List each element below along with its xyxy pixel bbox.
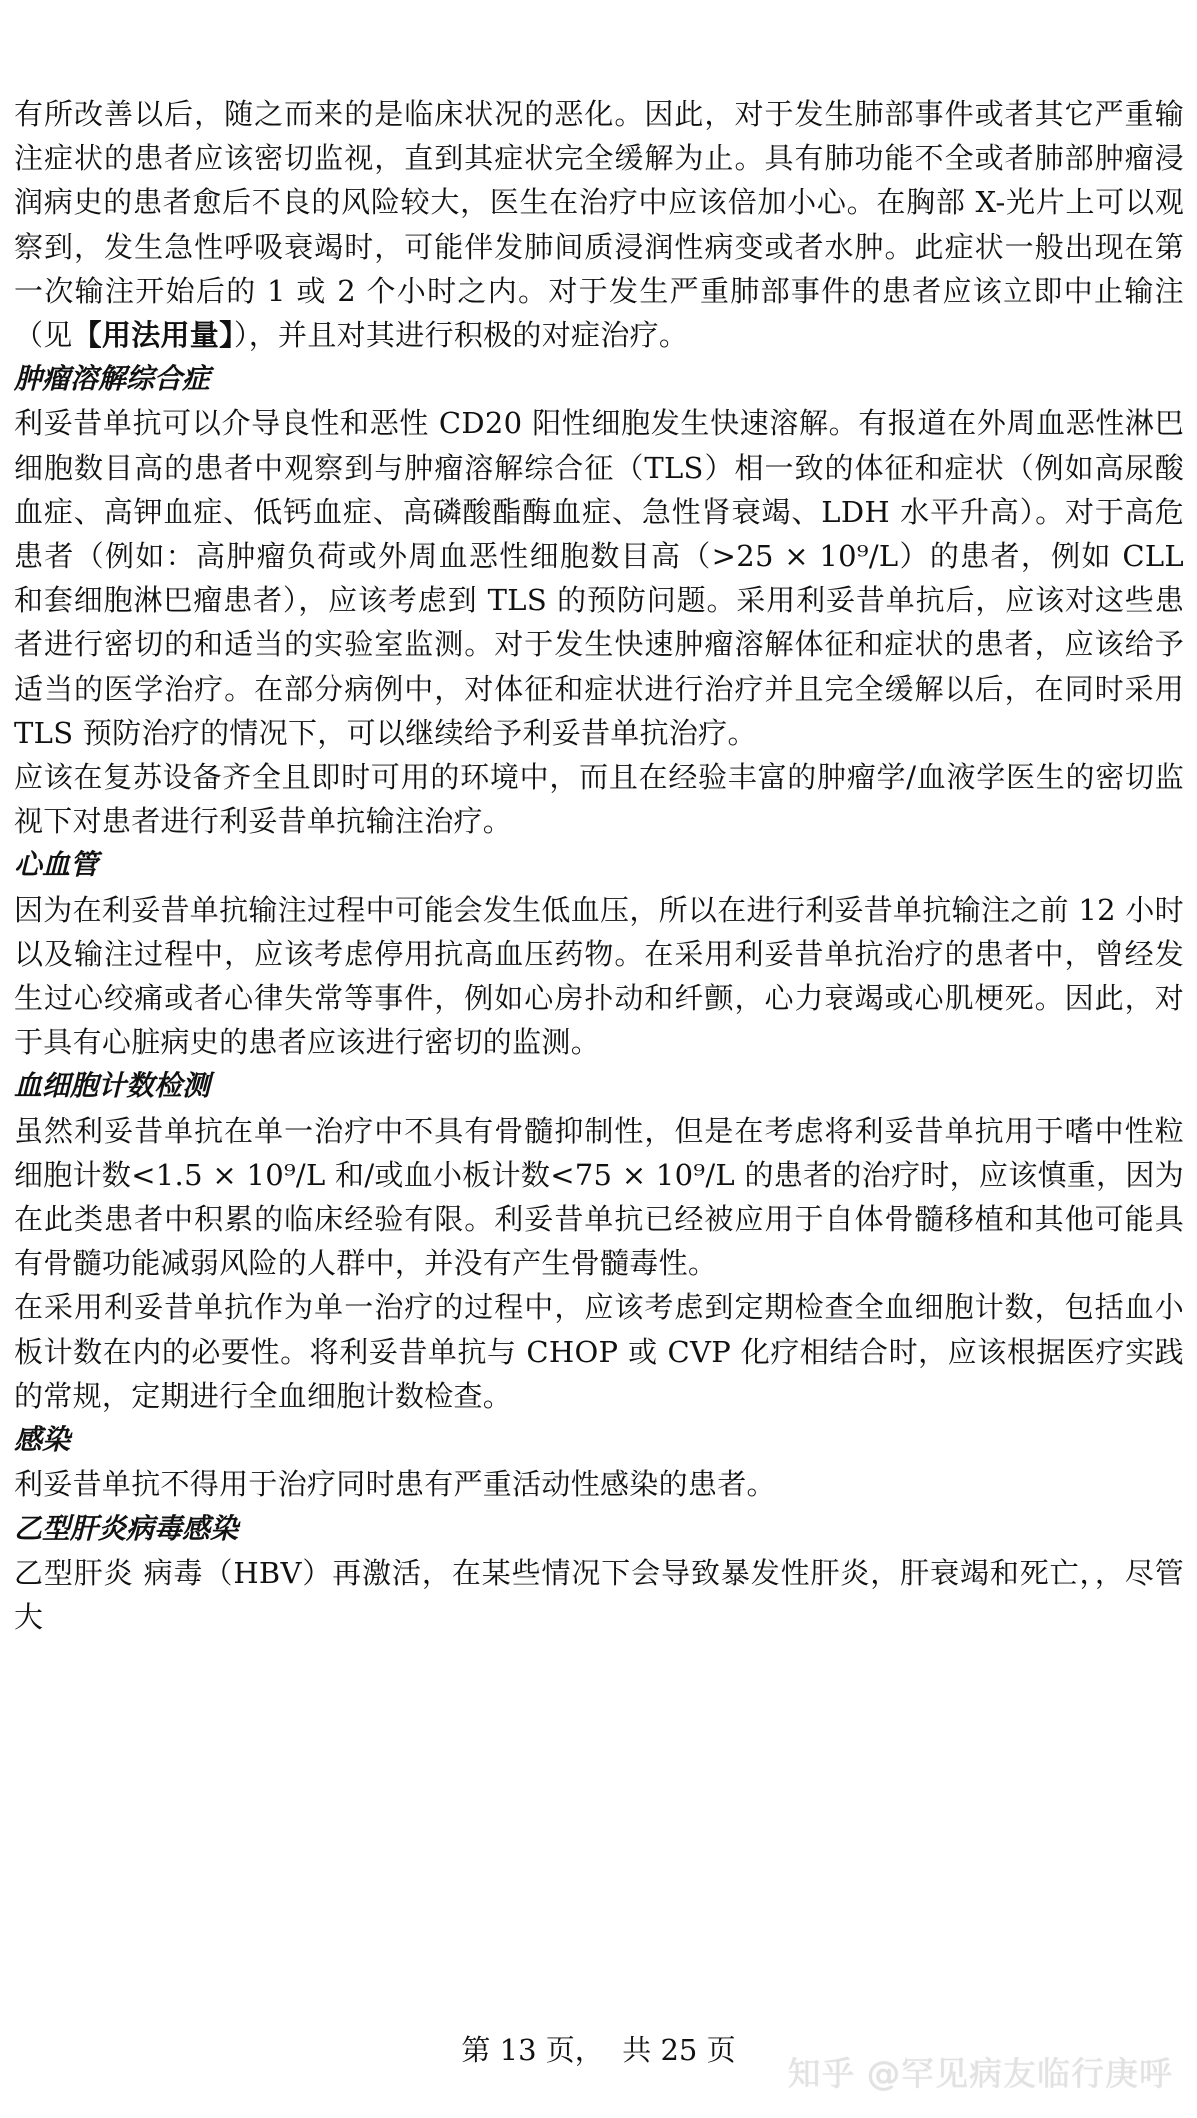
section-heading-infection: 感染	[14, 1423, 71, 1457]
section-heading-cardiovascular: 心血管	[14, 848, 99, 882]
footer-total-pages: 25	[660, 2033, 698, 2067]
dosage-reference: 【用法用量】	[72, 318, 234, 353]
section-heading-hbv: 乙型肝炎病毒感染	[14, 1511, 239, 1545]
footer-current-page: 13	[499, 2033, 537, 2067]
infection-paragraph: 利妥昔单抗不得用于治疗同时患有严重活动性感染的患者。	[14, 1467, 776, 1502]
section-heading-blood-count: 血细胞计数检测	[14, 1069, 211, 1103]
blood-count-paragraph-1: 虽然利妥昔单抗在单一治疗中不具有骨髓抑制性，但是在考虑将利妥昔单抗用于嗜中性粒细胞计数<1.5 × 10⁹/L 和/或血小板计数<75 × 10⁹/L 的患者的治疗时，应该慎重，因为在此类患者中积累的临床经验有限。利妥昔单抗已经被应用于自体骨髓移植和其他可能具有骨髓功能减弱风险的人群中，并没有产生骨髓毒性。	[14, 1113, 1185, 1281]
footer-suffix: 页	[706, 2033, 736, 2067]
blood-count-paragraph-2: 在采用利妥昔单抗作为单一治疗的过程中，应该考虑到定期检查全血细胞计数，包括血小板计数在内的必要性。将利妥昔单抗与 CHOP 或 CVP 化疗相结合时，应该根据医疗实践的常规，定期进行全血细胞计数检查。	[14, 1290, 1184, 1413]
cardiovascular-paragraph: 因为在利妥昔单抗输注过程中可能会发生低血压，所以在进行利妥昔单抗输注之前 12 小时以及输注过程中，应该考虑停用抗高血压药物。在采用利妥昔单抗治疗的患者中，曾经发生过心绞痛或者心律失常等事件，例如心房扑动和纤颤，心力衰竭或心肌梗死。因此，对于具有心脏病史的患者应该进行密切的监测。	[14, 892, 1184, 1060]
intro-text-end: ），并且对其进行积极的对症治疗。	[233, 318, 689, 353]
intro-text: 有所改善以后，随之而来的是临床状况的恶化。因此，对于发生肺部事件或者其它严重输注症状的患者应该密切监视，直到其症状完全缓解为止。具有肺功能不全或者肺部肿瘤浸润病史的患者愈后不良的风险较大，医生在治疗中应该倍加小心。在胸部 X-光片上可以观察到，发生急性呼吸衰竭时，可能伴发肺间质浸润性病变或者水肿。此症状一般出现在第一次输注开始后的 1 或 2 个小时之内。对于发生严重肺部事件的患者应该立即中止输注（见	[14, 97, 1184, 353]
tls-paragraph-1: 利妥昔单抗可以介导良性和恶性 CD20 阳性细胞发生快速溶解。有报道在外周血恶性淋巴细胞数目高的患者中观察到与肿瘤溶解综合征（TLS）相一致的体征和症状（例如高尿酸血症、高钾血症、低钙血症、高磷酸酯酶血症、急性肾衰竭、LDH 水平升高）。对于高危患者（例如：高肿瘤负荷或外周血恶性细胞数目高（>25 × 10⁹/L）的患者，例如 CLL 和套细胞淋巴瘤患者），应该考虑到 TLS 的预防问题。采用利妥昔单抗后，应该对这些患者进行密切的和适当的实验室监测。对于发生快速肿瘤溶解体征和症状的患者，应该给予适当的医学治疗。在部分病例中，对体征和症状进行治疗并且完全缓解以后，在同时采用 TLS 预防治疗的情况下，可以继续给予利妥昔单抗治疗。	[14, 406, 1184, 750]
footer-middle: 页， 共	[545, 2033, 652, 2067]
tls-paragraph-2: 应该在复苏设备齐全且即时可用的环境中，而且在经验丰富的肿瘤学/血液学医生的密切监视下对患者进行利妥昔单抗输注治疗。	[14, 760, 1184, 839]
hbv-paragraph: 乙型肝炎 病毒（HBV）再激活，在某些情况下会导致暴发性肝炎，肝衰竭和死亡，，尽管大	[14, 1555, 1184, 1634]
intro-paragraph	[14, 92, 1184, 357]
section-heading-tls: 肿瘤溶解综合症	[14, 362, 211, 396]
zhihu-watermark: 知乎 @罕见病友临行庚呼	[787, 2054, 1173, 2093]
document-page	[14, 92, 1184, 1639]
footer-prefix: 第	[461, 2033, 491, 2067]
